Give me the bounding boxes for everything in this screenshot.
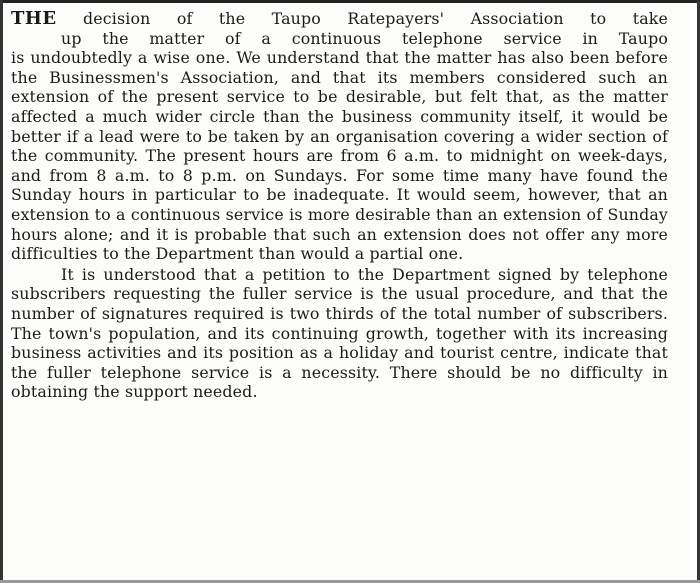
paragraph-1-body: is undoubtedly a wise one. We understand that the matter has also been before the Businessmen's Association, and that its members considered such an extension of the present service to be desirable, but felt that, as the matter affected a much wider circle than the business community itself, it would be better if a lead were to be taken by an organisation covering a wider section of the community. The present hours are from 6 a.m. to midnight on week-days, and from 8 a.m. to 8 p.m. on Sundays. For some time many have found the Sunday hours in particular to be inadequate. It would seem, however, that an extension to a continuous service is more desirable than an extension of Sunday hours alone; and it is probable that such an extension does not offer any more difficulties to the Department than would a partial one. <box>11 48 668 264</box>
editorial-article <box>11 9 668 402</box>
paragraph-1-line-1-text: decision of the Taupo Ratepayers' Association to take <box>83 9 669 28</box>
clipping-border-top <box>0 0 700 3</box>
paragraph-1 <box>11 9 668 264</box>
clipping-border-left <box>0 0 3 583</box>
paragraph-2: It is understood that a petition to the Department signed by telephone subscribers requesting the fuller service is the usual procedure, and that the number of signatures required is two thirds of the total number of subscribers. The town's population, and its continuing growth, together with its increasing business activities and its position as a holiday and tourist centre, indicate that the fuller telephone service is a necessity. There should be no difficulty in obtaining the support needed. <box>11 264 668 402</box>
paragraph-1-first-line <box>11 9 668 29</box>
paragraph-1-second-line: up the matter of a continuous telephone service in Taupo <box>61 28 668 48</box>
opening-word: THE <box>11 8 57 29</box>
